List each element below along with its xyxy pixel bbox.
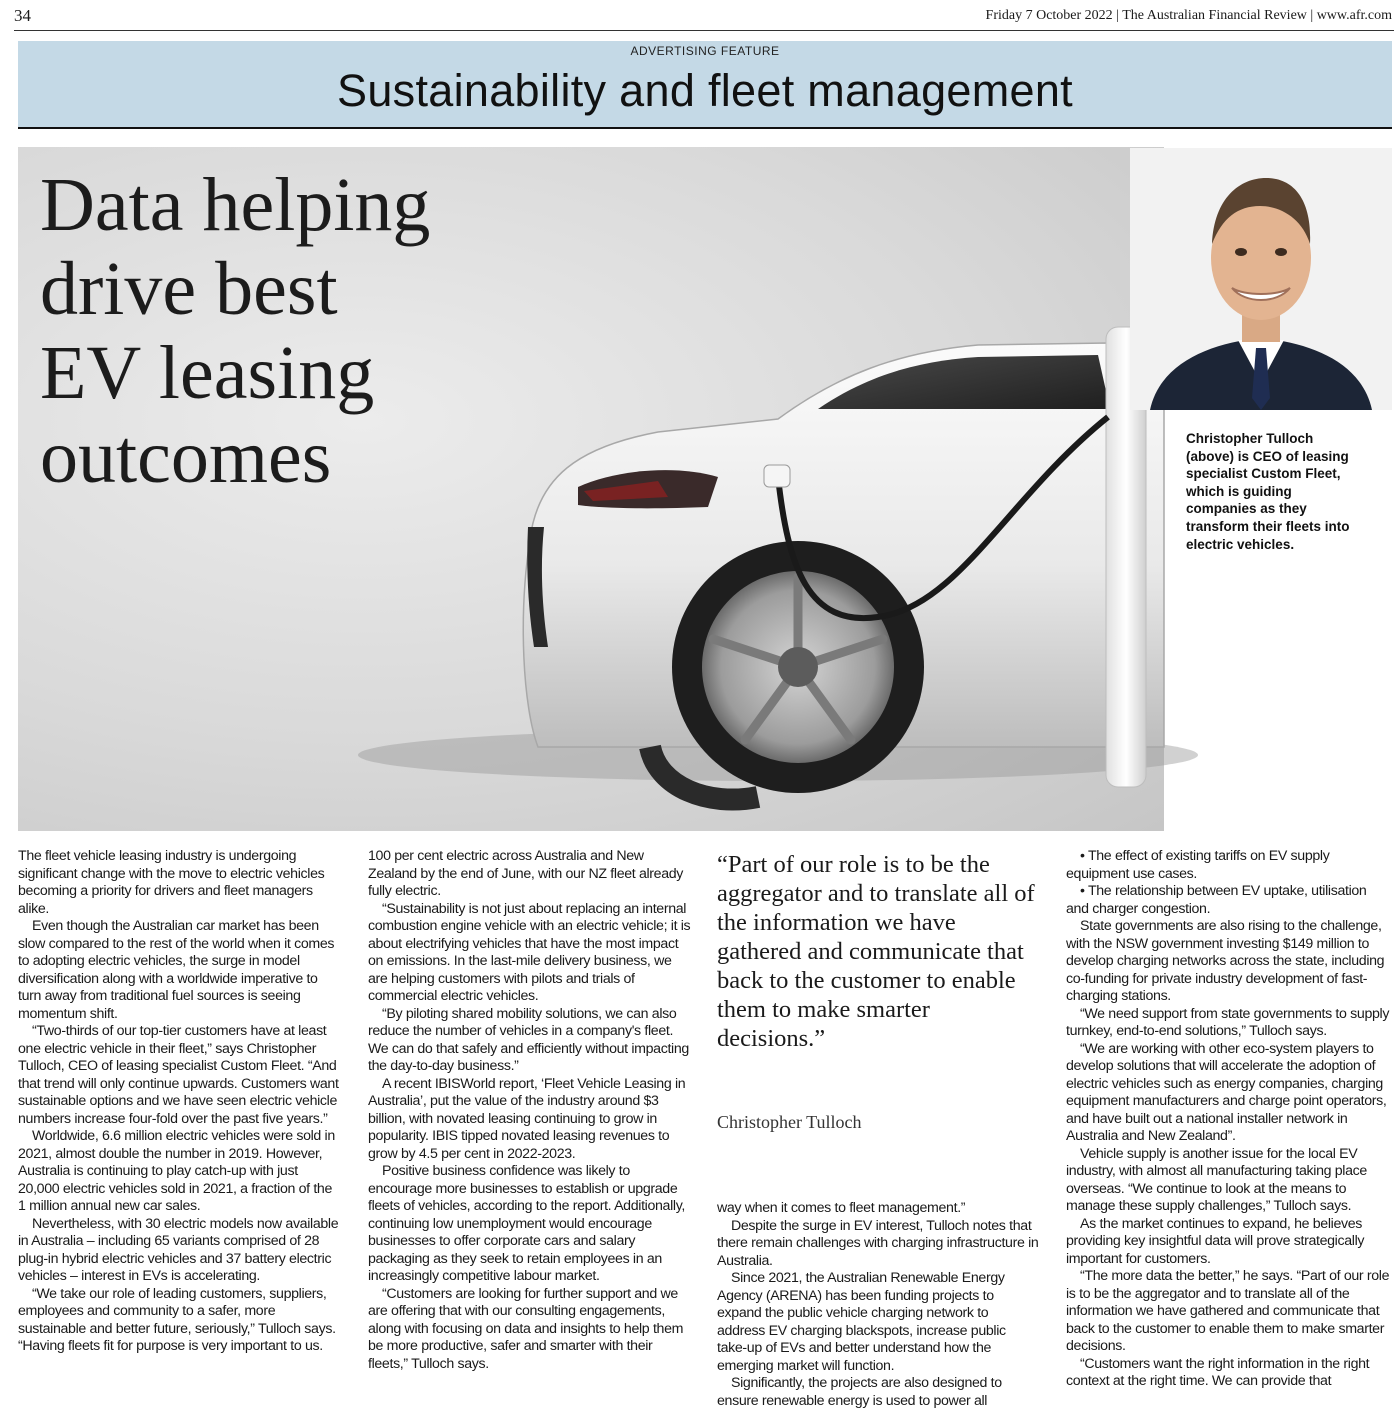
paragraph: “Customers are looking for further support and we are offering that with our consulting engagements, along with focusing on data and insights to help them be more productive, safer and smarter with their fleets,” Tulloch says.: [368, 1285, 684, 1372]
paragraph: Even though the Australian car market has been slow compared to the rest of the world when it comes to adopting electric vehicles, the surge in model diversification along with a worldwide imperative to turn away from traditional fuel sources is seeing momentum shift.: [18, 918, 335, 1022]
article-column-2: [368, 848, 694, 1400]
photo-caption: Christopher Tulloch (above) is CEO of leasing specialist Custom Fleet, which is guiding companies as they transform their fleets into electric vehicles.: [1186, 431, 1350, 552]
ceo-portrait: [1130, 148, 1392, 410]
article-column-1: [18, 848, 340, 1400]
paragraph: “We need support from state governments to supply turnkey, end-to-end solutions,” Tulloch says.: [1066, 1005, 1390, 1039]
section-title: Sustainability and fleet management: [337, 65, 1073, 116]
paragraph: Vehicle supply is another issue for the local EV industry, with almost all manufacturing taking place overseas. “We continue to look at the means to manage these supply challenges,” Tulloch says.: [1066, 1145, 1367, 1214]
headline-line-3: EV leasing: [40, 331, 375, 415]
folio-rule: [14, 30, 1394, 31]
paragraph: 100 per cent electric across Australia and New Zealand by the end of June, with our NZ fleet already fully electric.: [368, 848, 684, 899]
paragraph: “Customers want the right information in the right context at the right time. We can provide that: [1066, 1355, 1370, 1389]
paragraph: Significantly, the projects are also designed to ensure renewable energy is used to power all: [717, 1375, 1002, 1409]
paragraph: “Two-thirds of our top-tier customers have at least one electric vehicle in their fleet,” says Christopher Tulloch, CEO of leasing specialist Custom Fleet. “And that trend will only continue upwards. Customers want sustainable options and we have seen electric vehicle numbers increase four-fold over the past five years.”: [18, 1023, 339, 1127]
paragraph: Despite the surge in EV interest, Tulloch notes that there remain challenges with charging infrastructure in Australia.: [717, 1217, 1039, 1269]
headline-line-4: outcomes: [40, 415, 332, 499]
headline-line-2: drive best: [40, 247, 338, 331]
paragraph: “The more data the better,” he says. “Part of our role is to be the aggregator and to translate all of the information we have gathered and communicate that back to the customer to enable them to make smarter decisions.: [1066, 1268, 1390, 1354]
article-column-4: [1066, 848, 1392, 1400]
paragraph: “By piloting shared mobility solutions, we can also reduce the number of vehicles in a company's fleet. We can do that safely and efficiently without impacting the day-to-day business.”: [368, 1005, 689, 1074]
bullet-item: • The effect of existing tariffs on EV supply equipment use cases.: [1066, 848, 1330, 882]
paragraph: Worldwide, 6.6 million electric vehicles were sold in 2021, almost double the number in 2019. However, Australia is continuing to play catch-up with just 20,000 electric vehicles sold in 2021, a fraction of the 1 million annual new car sales.: [18, 1128, 335, 1214]
article-headline: [40, 163, 510, 499]
paragraph: “We are working with other eco-system players to develop solutions that will accelerate the adoption of electric vehicles such as energy companies, charging equipment manufacturers and charge point operators, and have built out a national installer network in Australia and New Zealand”.: [1066, 1040, 1387, 1144]
advertising-kicker: ADVERTISING FEATURE: [630, 44, 780, 58]
paragraph: way when it comes to fleet management.”: [717, 1200, 966, 1216]
paragraph: A recent IBISWorld report, ‘Fleet Vehicle Leasing in Australia’, put the value of the industry around $3 billion, with novated leasing continuing to grow in popularity. IBIS tipped novated leasing revenues to grow by 4.5 per cent in 2022-2023.: [368, 1075, 686, 1162]
dateline: Friday 7 October 2022 | The Australian Financial Review | www.afr.com: [985, 8, 1392, 23]
headline-line-1: Data helping: [40, 163, 431, 247]
page-number: 34: [14, 6, 31, 25]
section-banner: [18, 41, 1392, 129]
pull-quote-attribution: Christopher Tulloch: [717, 1112, 862, 1132]
portrait-illustration: [1130, 148, 1392, 410]
paragraph: As the market continues to expand, he believes providing key insightful data will prove strategically important for customers.: [1066, 1215, 1365, 1267]
paragraph: “We take our role of leading customers, suppliers, employees and community to a safer, more sustainable and better future, seriously,” Tulloch says. “Having fleets fit for purpose is very important to us.: [18, 1285, 336, 1354]
pull-quote: “Part of our role is to be the aggregator and to translate all of the information we have gathered and communicate that back to the customer to enable them to make smarter decisions.”: [717, 851, 1035, 1052]
bullet-item: • The relationship between EV uptake, utilisation and charger congestion.: [1066, 883, 1367, 917]
paragraph: Nevertheless, with 30 electric models now available in Australia – including 65 variants comprised of 28 plug-in hybrid electric vehicles and 37 battery electric vehicles – interest in EVs is accelerating.: [18, 1215, 339, 1284]
page-folio: [0, 0, 1400, 30]
paragraph: Positive business confidence was likely to encourage more businesses to establish or upgrade fleets of vehicles, according to the report. Additionally, continuing low unemployment would encourage businesses to offer corporate cars and salary packaging as they seek to retain employees in an increasingly competitive labour market.: [368, 1163, 685, 1284]
paragraph: Since 2021, the Australian Renewable Energy Agency (ARENA) has been funding projects to expand the public vehicle charging network to address EV charging blackspots, increase public take-up of EVs and better understand how the emerging market will function.: [717, 1270, 1006, 1374]
paragraph: The fleet vehicle leasing industry is undergoing significant change with the move to electric vehicles becoming a priority for drivers and fleet managers alike.: [18, 848, 325, 917]
article-column-3: [717, 1200, 1039, 1409]
paragraph: “Sustainability is not just about replacing an internal combustion engine vehicle with an electric vehicle; it is about electrifying vehicles that have the most impact on emissions. In the last-mile delivery business, we are helping customers with pilots and trials of commercial electric vehicles.: [368, 900, 691, 1004]
paragraph: State governments are also rising to the challenge, with the NSW government investing $149 million to develop charging networks across the state, including co-funding for private industry development of fast-charging stations.: [1066, 918, 1385, 1004]
